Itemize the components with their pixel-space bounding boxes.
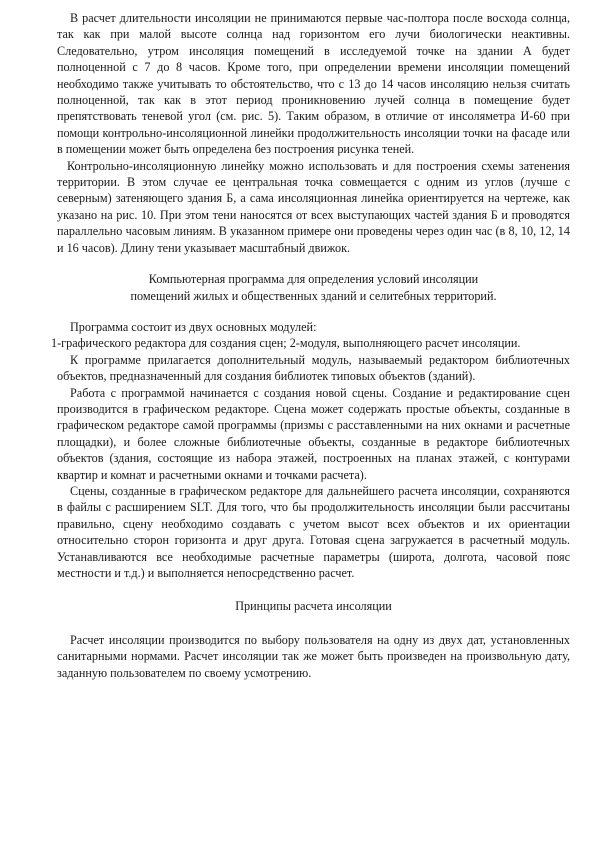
- paragraph-module-list: 1-графического редактора для создания сцен; 2-модуля, выполняющего расчет инсоляции.: [51, 336, 521, 351]
- paragraph-scene-saving: Сцены, созданные в графическом редакторе для дальнейшего расчета инсоляции, сохраняются в файлы с расширением SLT. Для того, что бы продолжительность инсоляции были рассчитаны правильно, сцену необходимо создавать с учетом высот всех объектов и их ориентации относительно сторон горизонта и друг друга. Готовая сцена загружается в расчетный модуль. Устанавливаются все необходимые расчетные параметры (широта, долгота, часовой пояс местности и т.д.) и выполняется непосредственно расчет.: [57, 483, 570, 580]
- paragraph-library-editor: К программе прилагается дополнительный модуль, называемый редактором библиотечных объектов, предназначенный для создания библиотек типовых объектов (зданий).: [57, 352, 570, 384]
- heading-line-1: Компьютерная программа для определения условий инсоляции: [148, 272, 479, 287]
- heading-text: Принципы расчета инсоляции: [235, 599, 392, 614]
- paragraph-calculation-dates: Расчет инсоляции производится по выбору пользователя на одну из двух дат, установленных санитарными нормами. Расчет инсоляции так же может быть произведен на произвольную дату, заданную пользователем по своему усмотрению.: [57, 632, 570, 680]
- paragraph-control-ruler: Контрольно-инсоляционную линейку можно использовать и для построения схемы затенения территории. В этом случае ее центральная точка совмещается с одним из углов (лучше с северным) затеняющего здания Б, а сама инсоляционная линейка ориентируется на чертеже, как указано на рис. 10. При этом тени наносятся от всех выступающих частей здания Б и проводятся параллельно часовым линиям. В указанном примере они проведены через один час (в 8, 10, 12, 14 и 16 часов). Длину тени указывает масштабный движок.: [57, 158, 570, 255]
- section-heading-calculation-principles: [57, 598, 570, 614]
- paragraph-scene-creation: Работа с программой начинается с создания новой сцены. Создание и редактирование сцен производится в графическом редакторе. Сцена может содержать простые объекты, созданные в графическом редакторе самой программы (призмы с расставленными на них окнами и расчетные площадки), и более сложные библиотечные объекты, созданные в редакторе библиотечных объектов (здания, состоящие из набора этажей, построенных на планах этажей, с контурами квартир и комнат и расчетными окнами и точками расчета).: [57, 385, 570, 482]
- paragraph-program-modules: Программа состоит из двух основных модулей:: [70, 319, 317, 334]
- section-heading-computer-program: [57, 271, 570, 304]
- paragraph-insolation-duration: В расчет длительности инсоляции не принимаются первые час-полтора после восхода солнца, так как при малой высоте солнца над горизонтом его лучи биологически неактивны. Следовательно, утром инсоляция помещений в исследуемой точке на здании А будет полноценной с 7 до 8 часов. Кроме того, при определении времени инсоляции помещений необходимо также учитывать то обстоятельство, что с 13 до 14 часов инсоляцию нельзя считать полноценной, так как в этот период проникновению лучей солнца в помещение будет препятствовать теневой угол (см. рис. 5). Таким образом, в отличие от инсоляметра И-60 при помощи контрольно-инсоляционной линейки продолжительность инсоляции точки на фасаде или в помещении может быть определена без построения рисунка теней.: [57, 11, 570, 157]
- heading-line-2: помещений жилых и общественных зданий и селитебных территорий.: [130, 288, 497, 303]
